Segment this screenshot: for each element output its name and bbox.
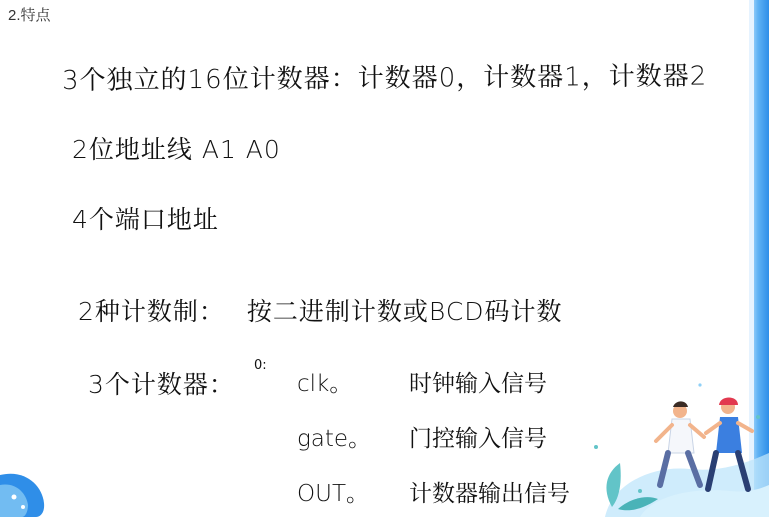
blob-left-icon [0, 474, 44, 517]
signal-desc: 门控输入信号 [409, 426, 547, 452]
signal-desc: 时钟输入信号 [409, 371, 547, 397]
signal-row [297, 365, 547, 398]
signal-name: gate。 [297, 426, 372, 452]
count-modes-value: 按二进制计数或BCD码计数 [246, 297, 563, 326]
section-title: 2.特点 [8, 7, 51, 24]
count-modes-label: 2种计数制： [78, 297, 225, 326]
signal-name: clk。 [297, 371, 353, 397]
note-line-counters: 3个独立的16位计数器：计数器0，计数器1，计数器2 [61, 61, 708, 96]
plant-icon [606, 463, 658, 510]
note-line-count-modes [78, 292, 563, 328]
signal-name: OUT。 [297, 481, 369, 507]
note-line-port-addresses: 4个端口地址 [72, 205, 219, 234]
note-line-counter-signals-label: 3个计数器： [88, 370, 235, 399]
scene-background-icon [605, 453, 769, 517]
signal-desc: 计数器输出信号 [409, 481, 570, 507]
sparkle-icon [594, 383, 760, 449]
counter-zero-mark: 0: [254, 358, 267, 373]
note-line-address-lines: 2位地址线 A1 A0 [72, 135, 281, 164]
person-running-icon [706, 398, 752, 490]
person-running-icon [656, 401, 704, 485]
signal-row [297, 420, 547, 453]
signal-row [297, 475, 570, 508]
right-border-decoration [749, 0, 769, 517]
